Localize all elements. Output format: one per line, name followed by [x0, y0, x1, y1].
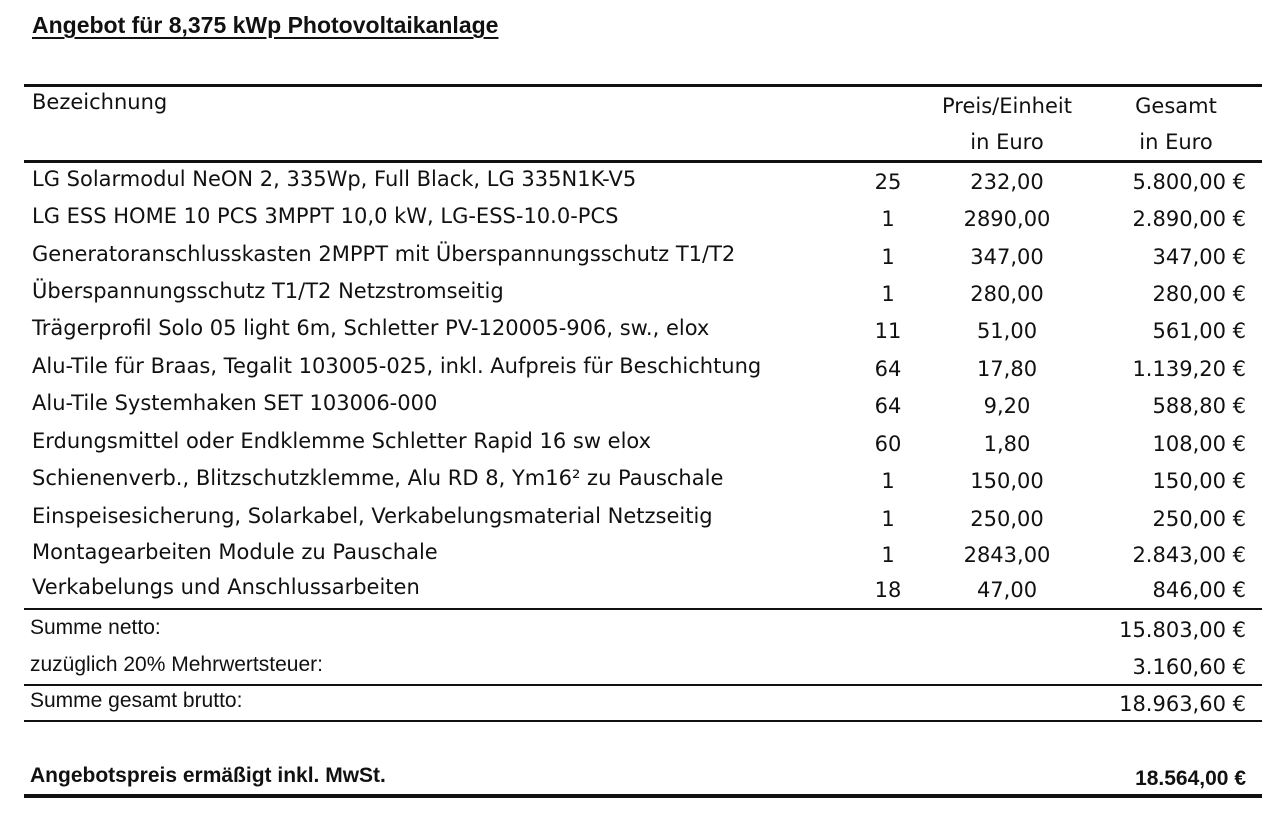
item-unit-price: 51,00: [976, 319, 1038, 343]
net-total-value: 15.803,00 €: [1119, 618, 1246, 642]
offer-bottom-rule: [24, 794, 1262, 798]
document-title: Angebot für 8,375 kWp Photovoltaikanlage: [32, 12, 499, 38]
item-description: Erdungsmittel oder Endklemme Schletter Rapid 16 sw elox: [32, 429, 652, 453]
item-total: 280,00 €: [1152, 282, 1246, 306]
header-unit-price-line2: in Euro: [970, 130, 1044, 154]
item-total: 2.890,00 €: [1132, 207, 1246, 231]
item-description: LG ESS HOME 10 PCS 3MPPT 10,0 kW, LG-ESS-10.0-PCS: [32, 204, 619, 228]
item-description: Montagearbeiten Module zu Pauschale: [32, 540, 438, 564]
item-unit-price: 232,00: [970, 170, 1044, 194]
vat-label: zuzüglich 20% Mehrwertsteuer:: [30, 653, 323, 676]
net-total-label: Summe netto:: [30, 616, 161, 639]
item-unit-price: 150,00: [970, 469, 1044, 493]
item-description: Schienenverb., Blitzschutzklemme, Alu RD 8, Ym16² zu Pauschale: [32, 466, 724, 490]
gross-total-value: 18.963,60 €: [1119, 692, 1246, 716]
item-total: 561,00 €: [1152, 319, 1246, 343]
item-total: 250,00 €: [1152, 507, 1246, 531]
vat-value: 3.160,60 €: [1132, 655, 1246, 679]
item-total: 150,00 €: [1152, 469, 1246, 493]
item-unit-price: 2843,00: [963, 543, 1051, 567]
item-quantity: 18: [874, 578, 902, 602]
header-total-line2: in Euro: [1139, 130, 1213, 154]
offer-price-value: 18.564,00 €: [1135, 767, 1246, 790]
item-total: 108,00 €: [1152, 432, 1246, 456]
item-total: 347,00 €: [1152, 245, 1246, 269]
item-quantity: 60: [874, 432, 902, 456]
header-total-line1: Gesamt: [1135, 94, 1217, 118]
table-top-rule: [24, 84, 1262, 87]
item-unit-price: 9,20: [983, 394, 1031, 418]
item-quantity: 11: [874, 319, 902, 343]
item-quantity: 1: [881, 245, 895, 269]
item-quantity: 25: [874, 170, 902, 194]
item-total: 2.843,00 €: [1132, 543, 1246, 567]
offer-price-label: Angebotspreis ermäßigt inkl. MwSt.: [30, 764, 386, 787]
header-description: Bezeichnung: [32, 90, 168, 114]
item-total: 1.139,20 €: [1132, 357, 1246, 381]
header-bottom-rule: [24, 160, 1262, 163]
item-quantity: 64: [874, 357, 902, 381]
item-total: 846,00 €: [1152, 578, 1246, 602]
item-total: 5.800,00 €: [1132, 170, 1246, 194]
item-unit-price: 1,80: [983, 432, 1031, 456]
gross-top-rule: [24, 684, 1262, 686]
item-unit-price: 47,00: [976, 578, 1038, 602]
item-description: Einspeisesicherung, Solarkabel, Verkabelungsmaterial Netzseitig: [32, 504, 713, 528]
item-quantity: 64: [874, 394, 902, 418]
item-unit-price: 250,00: [970, 507, 1044, 531]
gross-bottom-rule: [24, 720, 1262, 722]
item-quantity: 1: [881, 282, 895, 306]
item-description: Generatoranschlusskasten 2MPPT mit Überspannungsschutz T1/T2: [32, 242, 736, 266]
item-unit-price: 280,00: [970, 282, 1044, 306]
item-unit-price: 17,80: [976, 357, 1038, 381]
item-unit-price: 347,00: [970, 245, 1044, 269]
item-description: LG Solarmodul NeON 2, 335Wp, Full Black, LG 335N1K-V5: [32, 167, 637, 191]
item-quantity: 1: [881, 507, 895, 531]
item-description: Überspannungsschutz T1/T2 Netzstromseitig: [32, 279, 504, 303]
item-quantity: 1: [881, 469, 895, 493]
item-total: 588,80 €: [1152, 394, 1246, 418]
items-bottom-rule: [24, 608, 1262, 610]
item-description: Alu-Tile Systemhaken SET 103006-000: [32, 391, 438, 415]
item-description: Verkabelungs und Anschlussarbeiten: [32, 575, 420, 599]
item-description: Trägerprofil Solo 05 light 6m, Schletter PV-120005-906, sw., elox: [32, 316, 710, 340]
item-quantity: 1: [881, 543, 895, 567]
item-quantity: 1: [881, 207, 895, 231]
item-description: Alu-Tile für Braas, Tegalit 103005-025, inkl. Aufpreis für Beschichtung: [32, 354, 762, 378]
gross-total-label: Summe gesamt brutto:: [30, 689, 243, 712]
item-unit-price: 2890,00: [963, 207, 1051, 231]
header-unit-price-line1: Preis/Einheit: [942, 94, 1072, 118]
